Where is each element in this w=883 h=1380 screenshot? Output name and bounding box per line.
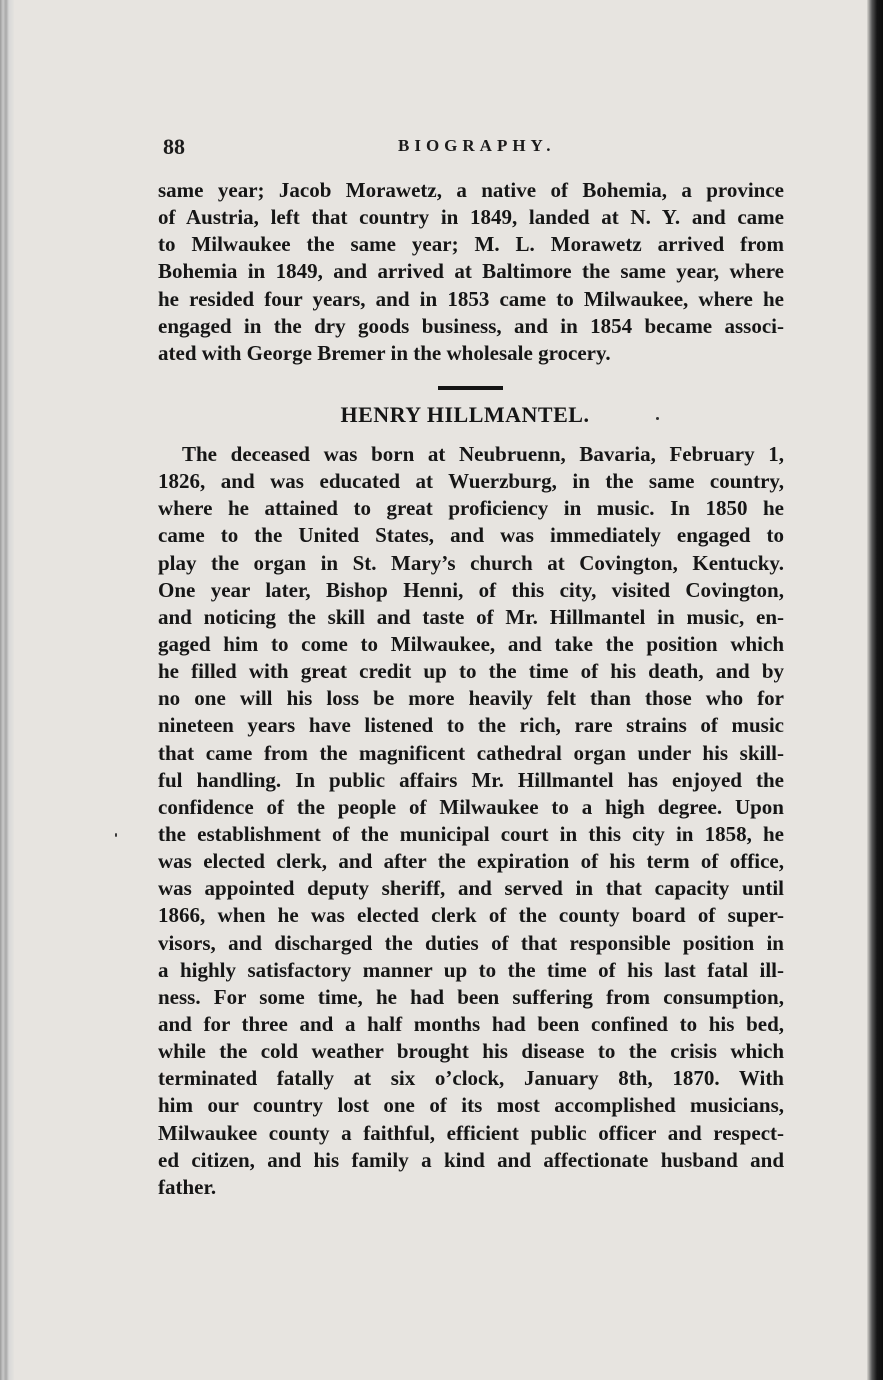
text-line: and noticing the skill and taste of Mr. Hillmantel in music, en- bbox=[158, 604, 784, 629]
text-line: ness. For some time, he had been suffering from consumption, bbox=[158, 984, 784, 1009]
scan-speck bbox=[656, 417, 659, 420]
text-line: a highly satisfactory manner up to the time of his last fatal ill- bbox=[158, 957, 784, 982]
scan-speck bbox=[115, 833, 117, 837]
text-line: gaged him to come to Milwaukee, and take the position which bbox=[158, 631, 784, 656]
entry-heading: HENRY HILLMANTEL. bbox=[340, 402, 590, 427]
text-line: the establishment of the municipal court in this city in 1858, he bbox=[158, 821, 784, 846]
text-line: ed citizen, and his family a kind and affectionate husband and bbox=[158, 1147, 784, 1172]
page-number: 88 bbox=[163, 134, 185, 159]
section-divider bbox=[438, 386, 503, 390]
text-line: ated with George Bremer in the wholesale grocery. bbox=[158, 340, 611, 365]
text-line: to Milwaukee the same year; M. L. Morawetz arrived from bbox=[158, 232, 784, 257]
text-line: him our country lost one of its most accomplished musicians, bbox=[158, 1093, 784, 1118]
page-binding-edge bbox=[0, 0, 14, 1380]
running-head: BIOGRAPHY. bbox=[398, 136, 556, 155]
text-line: 1826, and was educated at Wuerzburg, in the same country, bbox=[158, 469, 784, 494]
text-line: play the organ in St. Mary’s church at Covington, Kentucky. bbox=[158, 550, 784, 575]
text-line: 1866, when he was elected clerk of the county board of super- bbox=[158, 903, 784, 928]
text-line: he filled with great credit up to the time of his death, and by bbox=[158, 659, 784, 684]
text-line: was appointed deputy sheriff, and served in that capacity until bbox=[158, 876, 784, 901]
text-line: same year; Jacob Morawetz, a native of Bohemia, a province bbox=[158, 178, 784, 202]
text-line: terminated fatally at six o’clock, January 8th, 1870. With bbox=[158, 1066, 784, 1091]
page-right-edge bbox=[867, 0, 883, 1380]
text-line: that came from the magnificent cathedral organ under his skill- bbox=[158, 740, 784, 765]
text-line: nineteen years have listened to the rich, rare strains of music bbox=[158, 713, 784, 738]
text-line: of Austria, left that country in 1849, landed at N. Y. and came bbox=[158, 205, 784, 230]
text-line: he resided four years, and in 1853 came to Milwaukee, where he bbox=[158, 286, 784, 311]
previous-entry-text bbox=[158, 177, 784, 367]
text-line: father. bbox=[158, 1174, 217, 1199]
text-line: and for three and a half months had been confined to his bed, bbox=[158, 1011, 784, 1036]
text-line: engaged in the dry goods business, and in 1854 became associ- bbox=[158, 313, 784, 338]
text-line: while the cold weather brought his disease to the crisis which bbox=[158, 1039, 784, 1064]
entry-body-text bbox=[158, 441, 784, 1201]
text-line: visors, and discharged the duties of that responsible position in bbox=[158, 930, 784, 955]
text-line: no one will his loss be more heavily felt than those who for bbox=[158, 686, 784, 711]
text-line: Bohemia in 1849, and arrived at Baltimore the same year, where bbox=[158, 259, 784, 284]
text-line: One year later, Bishop Henni, of this city, visited Covington, bbox=[158, 577, 784, 602]
text-line: ful handling. In public affairs Mr. Hillmantel has enjoyed the bbox=[158, 767, 784, 792]
text-line: was elected clerk, and after the expiration of his term of office, bbox=[158, 849, 784, 874]
text-line: The deceased was born at Neubruenn, Bavaria, February 1, bbox=[182, 442, 784, 466]
text-line: where he attained to great proficiency in music. In 1850 he bbox=[158, 496, 784, 521]
text-line: confidence of the people of Milwaukee to a high degree. Upon bbox=[158, 794, 784, 819]
text-line: Milwaukee county a faithful, efficient public officer and respect- bbox=[158, 1120, 784, 1145]
text-line: came to the United States, and was immediately engaged to bbox=[158, 523, 784, 548]
